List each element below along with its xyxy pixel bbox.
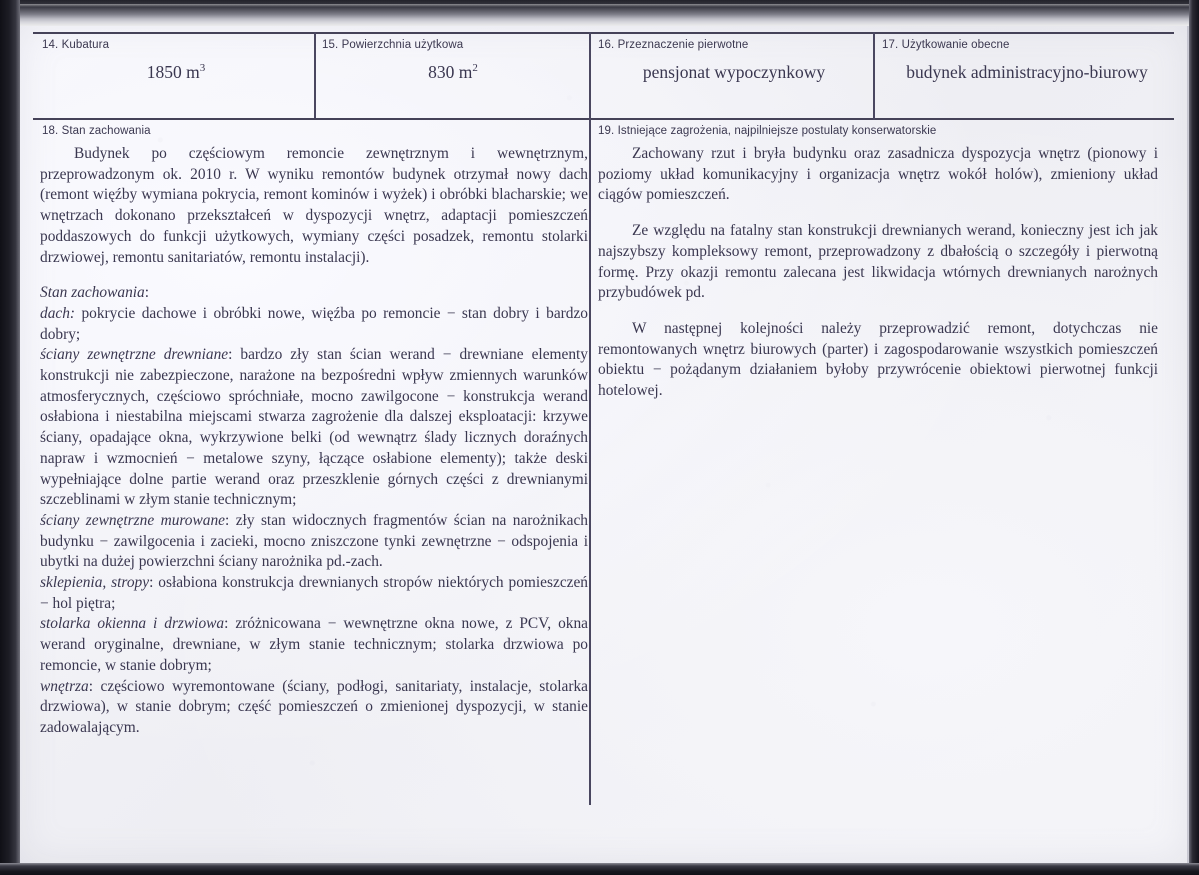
field-15-label xyxy=(322,39,463,51)
section-19-name: Istniejące zagrożenia, najpilniejsze postulaty konserwatorskie xyxy=(617,125,937,137)
row-18-19-top-rule xyxy=(33,118,1174,120)
field-16-value: pensjonat wypoczynkowy xyxy=(642,62,826,82)
divider-14-15 xyxy=(314,32,316,118)
field-14-number: 14. xyxy=(42,39,59,51)
field-16-name: Przeznaczenie pierwotne xyxy=(617,39,749,51)
section-18-label xyxy=(42,125,151,137)
document-page xyxy=(20,22,1189,864)
field-17-number: 17. xyxy=(882,39,899,51)
section-19-number: 19. xyxy=(598,125,615,137)
section-18-item-2-text: : zły stan widocznych fragmentów ścian na narożnikach budynku − zawilgocenia i zacieki, mocno zniszczone tynki zewnętrzne − odspojenia i ubytki na dużej powierzchni ściany narożnika pd.-zach. xyxy=(40,511,588,571)
section-18-item-0-term: dach: xyxy=(40,304,76,322)
section-18-item-4 xyxy=(40,614,588,676)
section-18-name: Stan zachowania xyxy=(61,125,151,137)
scan-left-gutter xyxy=(0,0,20,875)
section-18-item-0 xyxy=(40,304,588,345)
section-18-item-3-term: sklepienia, stropy xyxy=(40,574,150,592)
field-17-name: Użytkowanie obecne xyxy=(901,39,1010,51)
field-14-value-exponent: 3 xyxy=(199,62,206,75)
field-16-number: 16. xyxy=(598,39,615,51)
section-18-subheading-colon: : xyxy=(144,284,150,302)
section-18-intro: Budynek po częściowym remoncie zewnętrznym i wewnętrznym, przeprowadzonym ok. 2010 r. W wyniku remontów budynek otrzymał nowy dach (remont więźby wymiana pokrycia, remont kominów i wyżek) i obróbki blacharskie; we wnętrzach dokonano przekształceń w dyspozycji wnętrz, adaptacji pomieszczeń poddaszowych do funkcji użytkowych, wymiany części posadzek, remontu stolarki drzwiowej, remontu sanitariatów, remontu instalacji). xyxy=(40,145,588,266)
section-18-subheading xyxy=(40,283,588,304)
section-18-item-4-text: : zróżnicowana − wewnętrzne okna nowe, z PCV, okna werand oryginalne, drewniane, w złym stanie technicznym; stolarka drzwiowa po remoncie, w stanie dobrym; xyxy=(40,615,589,674)
section-18-item-1-text: : bardzo zły stan ścian werand − drewniane elementy konstrukcji nie zabezpieczone, narażone na bezpośredni wpływ zmiennych warunków atmosferycznych, częściowo spróchniałe, mocno zawilgocone − konstrukcja werand osłabiona i niestabilna miejscami stwarza zagrożenie dla dalszej eksploatacji: krzywe ściany, opadające okna, wykrzywione belki (od wewnątrz ślady licznych doraźnych napraw i wzmocnień − metalowe szyny, łączące osłabione elementy); także deski wypełniające dolne partie werand oraz przeszklenie górnych części z drewnianymi szczeblinami w złym stanie technicznym; xyxy=(40,346,588,509)
section-18-item-2-term: ściany zewnętrzne murowane xyxy=(40,511,225,529)
field-15-value-text: 830 m xyxy=(428,62,473,82)
section-19-body xyxy=(598,144,1158,402)
field-14-value xyxy=(42,62,310,83)
section-18-subheading-text: Stan zachowania xyxy=(40,284,145,302)
scanner-lid-shadow xyxy=(0,0,1199,26)
section-18-item-3 xyxy=(40,573,588,614)
table-top-rule xyxy=(33,32,1174,34)
section-19-label xyxy=(598,125,936,137)
section-18-item-5 xyxy=(40,677,588,739)
field-17-label xyxy=(882,39,1010,51)
divider-18-19 xyxy=(589,118,591,805)
section-18-item-5-text: : częściowo wyremontowane (ściany, podłogi, sanitariaty, instalacje, stolarka drzwiowa), w stanie dobrym; część pomieszczeń o zmienionej dyspozycji, w stanie zadowalającym. xyxy=(40,677,588,736)
field-14-label xyxy=(42,39,109,51)
section-18-number: 18. xyxy=(42,125,59,137)
field-14-name: Kubatura xyxy=(61,39,110,51)
scan-right-gutter xyxy=(1189,0,1199,875)
field-17-value: budynek administracyjno-biurowy xyxy=(906,62,1148,82)
section-18-item-2 xyxy=(40,511,588,573)
section-18-item-4-term: stolarka okienna i drzwiowa xyxy=(40,615,225,633)
section-19-paragraph-1: Ze względu na fatalny stan konstrukcji drewnianych werand, konieczny jest ich jak najszybszy kompleksowy remont, przeprowadzony z dbałością o szczegóły i pierwotną formę. Przy okazji remontu zalecana jest likwidacja wtórnych drewnianych narożnych przybudówek pd. xyxy=(598,222,1158,302)
field-15-value-exponent: 2 xyxy=(472,62,478,75)
field-15-value xyxy=(322,62,584,83)
section-19-paragraph-2: W następnej kolejności należy przeprowadzić remont, dotychczas nie remontowanych wnętrz biurowych (parter) i zagospodarowanie wszystkich pomieszczeń obiektu − pożądanym działaniem byłoby przywrócenie obiektowi pierwotnej funkcji hotelowej. xyxy=(598,319,1158,400)
field-14-value-text: 1850 m xyxy=(146,62,200,82)
section-18-body xyxy=(40,144,588,739)
field-15-number: 15. xyxy=(322,39,339,51)
section-18-item-5-term: wnętrza xyxy=(40,677,89,695)
divider-16-17 xyxy=(873,32,875,120)
field-15-name: Powierzchnia użytkowa xyxy=(341,39,464,51)
section-18-item-1 xyxy=(40,345,588,511)
section-18-item-3-text: : osłabiona konstrukcja drewnianych stropów niektórych pomieszczeń − hol piętra; xyxy=(40,574,589,612)
scan-bottom-gutter xyxy=(0,863,1199,875)
divider-15-16 xyxy=(589,32,591,120)
section-18-item-1-term: ściany zewnętrzne drewniane xyxy=(40,346,229,364)
section-18-item-0-text: pokrycie dachowe i obróbki nowe, więźba po remoncie − stan dobry i bardzo dobry; xyxy=(40,304,588,343)
field-16-label xyxy=(598,39,748,51)
section-19-paragraph-0: Zachowany rzut i bryła budynku oraz zasadnicza dyspozycja wnętrz (pionowy i poziomy układ komunikacyjny i organizacja wnętrz wokół holów), zmieniony układ ciągów pomieszczeń. xyxy=(598,145,1158,204)
